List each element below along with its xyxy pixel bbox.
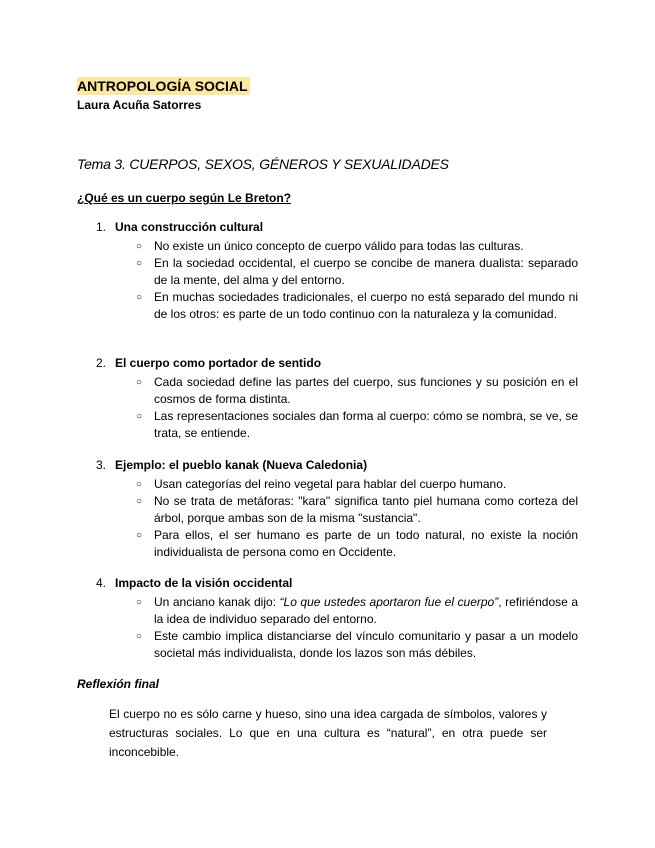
list-item: ○ Para ellos, el ser humano es parte de un todo natural, no existe la noción individualista de persona como en Occidente.	[136, 528, 578, 559]
topic-title: Tema 3. CUERPOS, SEXOS, GÉNEROS Y SEXUALIDADES	[77, 156, 449, 172]
bullet-list	[0, 594, 655, 662]
bullet-icon: ○	[136, 479, 143, 490]
quote: “Lo que ustedes aportaron fue el cuerpo”	[279, 595, 499, 609]
section-number: 2.	[96, 356, 107, 370]
section-4-heading	[96, 575, 292, 592]
bullet-icon: ○	[136, 377, 143, 388]
course-title: ANTROPOLOGÍA SOCIAL	[77, 78, 248, 94]
bullet-icon: ○	[136, 258, 143, 269]
section-number: 3.	[96, 458, 107, 472]
bullet-icon: ○	[136, 530, 143, 541]
bullet-icon: ○	[136, 292, 143, 303]
bullet-icon: ○	[136, 411, 143, 422]
list-item: ○ No existe un único concepto de cuerpo válido para todas las culturas.	[136, 239, 524, 253]
bullet-list	[0, 476, 655, 561]
bullet-icon: ○	[136, 631, 143, 642]
list-item: ○ Este cambio implica distanciarse del vínculo comunitario y pasar a un modelo societal más individualista, donde los lazos son más débiles.	[136, 629, 578, 660]
reflection-body: El cuerpo no es sólo carne y hueso, sino una idea cargada de símbolos, valores y estructuras sociales. Lo que en una cultura es “natural”, en otra puede ser inconcebible.	[109, 707, 547, 759]
list-item: ○ En muchas sociedades tradicionales, el cuerpo no está separado del mundo ni de los otros: es parte de un todo continuo con la naturaleza y la comunidad.	[136, 290, 578, 321]
author-name: Laura Acuña Satorres	[77, 98, 202, 112]
section-title: El cuerpo como portador de sentido	[115, 356, 322, 370]
section-question: ¿Qué es un cuerpo según Le Breton?	[77, 191, 292, 205]
bullet-icon: ○	[136, 241, 143, 252]
reflection-title: Reflexión final	[77, 677, 160, 691]
bullet-icon: ○	[136, 597, 143, 608]
bullet-icon: ○	[136, 496, 143, 507]
list-item: ○ Usan categorías del reino vegetal para hablar del cuerpo humano.	[136, 477, 507, 491]
list-item: ○ Un anciano kanak dijo: “Lo que ustedes aportaron fue el cuerpo”, refiriéndose a la idea de individuo separado del entorno.	[136, 595, 578, 626]
section-2-heading	[96, 355, 321, 372]
section-title: Una construcción cultural	[115, 220, 264, 234]
list-item: ○ No se trata de metáforas: "kara" significa tanto piel humana como corteza del árbol, porque ambas son de la misma "sustancia".	[136, 494, 578, 525]
list-item: ○ Las representaciones sociales dan forma al cuerpo: cómo se nombra, se ve, se trata, se entiende.	[136, 409, 578, 440]
list-item: ○ En la sociedad occidental, el cuerpo se concibe de manera dualista: separado de la mente, del alma y del entorno.	[136, 256, 578, 287]
section-1-heading	[96, 219, 263, 236]
bullet-list	[0, 374, 655, 442]
bullet-list	[0, 238, 655, 323]
section-title: Impacto de la visión occidental	[115, 576, 293, 590]
section-number: 4.	[96, 576, 107, 590]
section-number: 1.	[96, 220, 107, 234]
list-item: ○ Cada sociedad define las partes del cuerpo, sus funciones y su posición en el cosmos de forma distinta.	[136, 375, 578, 406]
section-title: Ejemplo: el pueblo kanak (Nueva Caledonia)	[115, 458, 368, 472]
section-3-heading	[96, 457, 367, 474]
